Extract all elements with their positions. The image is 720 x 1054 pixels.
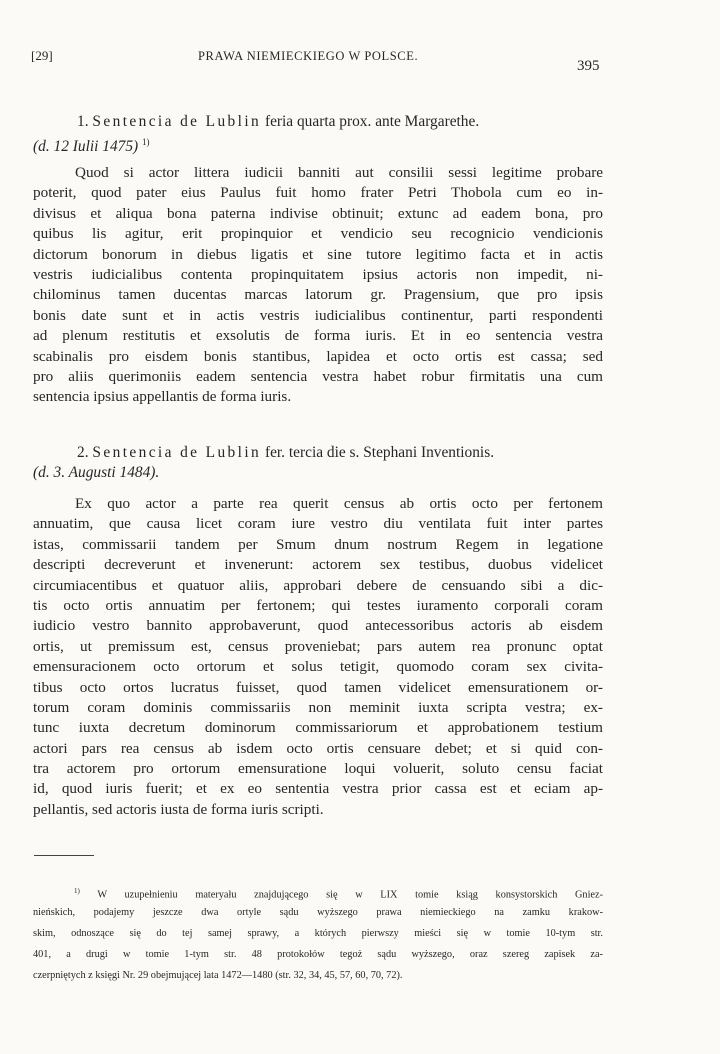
footnote-line-text: W uzupełnieniu materyału znajdującego się w LIX tomie ksiąg konsystorskich Gniez- — [97, 889, 604, 901]
text-line: tis octo ortis annuatim per fertonem; qui testes iuramento corporali coram — [33, 596, 603, 614]
text-line: vestris iudicialibus contenta propinquitatem ipsius actoris non impedit, ni- — [33, 265, 603, 283]
section-1-heading — [33, 112, 603, 157]
text-line: tibus octo ortos lucratus fuisset, quod tamen videlicet emensurationem or- — [33, 678, 603, 696]
text-line: ad plenum restitutis et exsolutis de forma iuris. Et in eo sentencia vestra — [33, 327, 603, 345]
footnote-divider — [34, 855, 94, 856]
text-line: dictorum bonorum in diebus ligatis et sine tutore legitimo facta et in actis — [33, 245, 603, 263]
footnote-line: 401, a drugi w tomie 1-tym str. 48 protokołów tegoż sądu wyższego, oraz szereg zapisek za- — [33, 949, 603, 960]
section-1-number: 1. — [77, 113, 89, 130]
page-reference: [29] — [31, 48, 53, 63]
section-2-date: (d. 3. Augusti 1484). — [33, 464, 160, 481]
footnote-line: skim, odnoszące się do tej samej sprawy, a których pierwszy mieści się w tomie 10-tym str. — [33, 928, 603, 939]
text-line: divisus et aliqua bona paterna indivise obtinuit; extunc ad eadem bona, pro — [33, 204, 603, 222]
text-line: pellantis, sed actoris iusta de forma iuris scripti. — [33, 800, 324, 818]
text-line: tunc iuxta decretum dominorum commissariorum et approbationem testium — [33, 719, 603, 737]
footnote-ref: 1) — [142, 137, 150, 147]
section-2-body — [33, 494, 603, 820]
footnote-line — [33, 881, 603, 902]
text-line: circumiacentibus et quatuor aliis, approbari debere de censuando sibi a dic- — [33, 576, 603, 594]
footnote-marker: 1) — [74, 887, 80, 895]
text-line: ortis, ut premissum est, census proveniebat; pars autem rea pronunc optat — [33, 637, 603, 655]
text-line: quibus lis agitur, erit propinquior et vendicio seu recognicio vendicionis — [33, 225, 603, 243]
text-line: iudicio vestro bannito approbaverunt, quod antecessoribus actoris ab eisdem — [33, 617, 603, 635]
text-line: actori pars rea census ab isdem octo ortis censuare debet; et si quid con- — [33, 739, 603, 757]
page-number: 395 — [577, 58, 600, 74]
section-2-number: 2. — [77, 444, 89, 461]
text-line: emensuracionem octo ortorum et solus tetigit, quomodo coram sex civita- — [33, 658, 603, 676]
footnote-line: czerpniętych z księgi Nr. 29 obejmującej lata 1472—1480 (str. 32, 34, 45, 57, 60, 70, 72). — [33, 970, 403, 981]
text-line: descripti decreverunt et invenerunt: actorem sex testibus, duobus videlicet — [33, 556, 603, 574]
text-line: tra actorem pro ortorum emensuratione loqui voluerit, soluto censu faciat — [33, 760, 603, 778]
text-line: bonis date sunt et in actis vestris iudicialibus continentur, parti respondenti — [33, 306, 603, 324]
text-line: torum coram dominis commissariis non meminit iuxta scripta vestra; ex- — [33, 698, 603, 716]
section-2-title: fer. tercia die s. Stephani Inventionis. — [264, 444, 495, 461]
section-1-label: Sentencia de Lublin — [92, 113, 262, 130]
text-line: istas, commissarii tandem per Smum dnum nostrum Regem in legatione — [33, 535, 603, 553]
text-line: sentencia ipsius appellantis de forma iuris. — [33, 388, 292, 406]
text-line: id, quod iuris fuerit; et ex eo sententia vestra prior cassa est et eciam ap- — [33, 780, 603, 798]
footnote — [33, 881, 603, 986]
section-1-body — [33, 163, 603, 408]
section-1-date: (d. 12 Iulii 1475) — [33, 138, 139, 156]
section-1-title: feria quarta prox. ante Margarethe. — [264, 113, 480, 130]
text-line: Ex quo actor a parte rea querit census ab ortis octo per fertonem — [75, 495, 603, 512]
text-line: scabinalis pro eisdem bonis stantibus, lapidea et octo ortis est cassa; sed — [33, 347, 603, 365]
section-2-heading — [33, 443, 603, 483]
footnote-line: nieńskich, podajemy jeszcze dwa ortyle sądu wyższego prawa niemieckiego na zamku krakow- — [33, 907, 603, 918]
text-line: poterit, quod pater eius Paulus fuit homo frater Petri Thobola cum eo in- — [33, 184, 603, 202]
text-line: pro aliis querimoniis eadem sentencia vestra habet robur firmitatis una cum — [33, 367, 603, 385]
text-line: Quod si actor littera iudicii banniti aut consilii sessi legitime probare — [75, 164, 603, 181]
text-line: chilominus tamen ducentas marcas latorum gr. Pragensium, que pro ipsis — [33, 286, 603, 304]
running-title: PRAWA NIEMIECKIEGO W POLSCE. — [198, 49, 419, 63]
section-2-label: Sentencia de Lublin — [92, 444, 262, 461]
text-line: annuatim, que causa licet coram iure vestro diu ventilata fuit inter partes — [33, 515, 603, 533]
